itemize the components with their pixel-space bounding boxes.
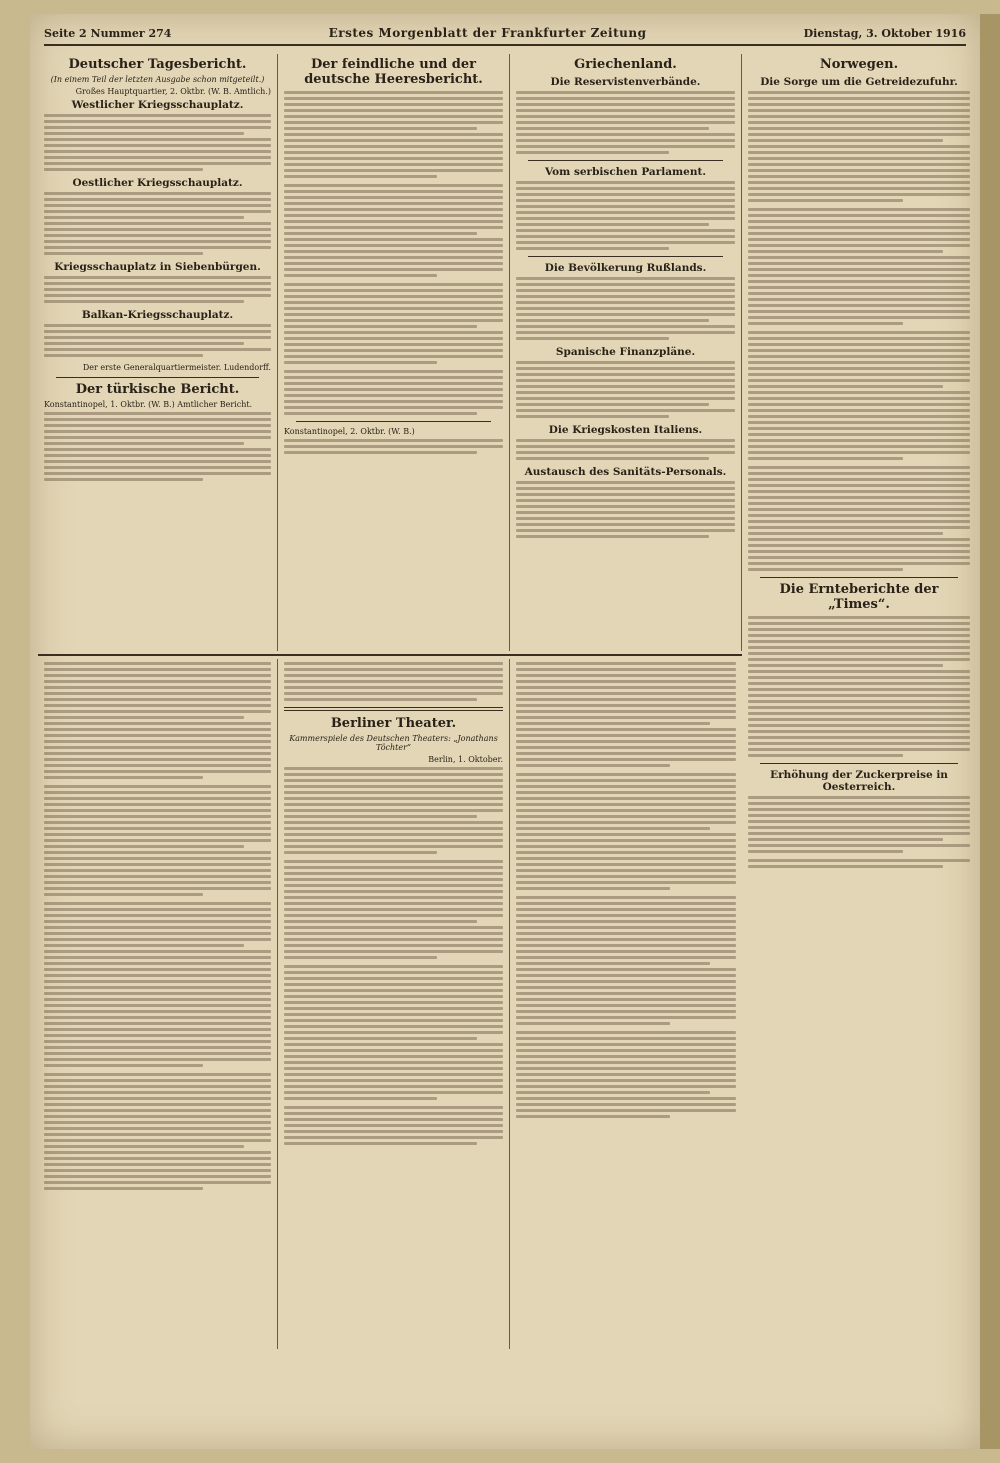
article-subtitle: Die Kriegskosten Italiens. bbox=[548, 423, 703, 436]
text-block bbox=[516, 896, 736, 1025]
article-title: Deutscher Tagesbericht. bbox=[68, 57, 247, 72]
paper-title: Erstes Morgenblatt der Frankfurter Zeitung bbox=[328, 26, 647, 40]
text-block bbox=[284, 860, 503, 959]
article-subtitle: Vom serbischen Parlament. bbox=[545, 165, 706, 178]
section-heading: Westlicher Kriegsschauplatz. bbox=[71, 98, 244, 111]
text-block bbox=[44, 412, 271, 481]
section-heading: Kriegsschauplatz in Siebenbürgen. bbox=[54, 260, 261, 273]
feuilleton-column-2 bbox=[278, 659, 510, 1349]
text-block bbox=[748, 859, 970, 868]
text-block bbox=[284, 662, 503, 701]
section-heading: Oestlicher Kriegsschauplatz. bbox=[72, 176, 243, 189]
dateline: Konstantinopel, 2. Oktbr. (W. B.) bbox=[284, 426, 415, 436]
feuilleton-column-1 bbox=[38, 659, 278, 1349]
article-title: Norwegen. bbox=[819, 57, 899, 72]
article-subtitle: Die Reservistenverbände. bbox=[550, 75, 701, 88]
feuilleton-column-3 bbox=[510, 659, 742, 1349]
feuilleton-subtitle: Kammerspiele des Deutschen Theaters: „Jonathans Töchter“ bbox=[289, 733, 498, 752]
text-block bbox=[748, 616, 970, 757]
article-subtitle: Die Bevölkerung Rußlands. bbox=[544, 261, 707, 274]
section-heading: Balkan-Kriegsschauplatz. bbox=[81, 308, 234, 321]
text-block bbox=[516, 481, 735, 538]
column-4 bbox=[742, 54, 976, 1389]
article-note: (In einem Teil der letzten Ausgabe schon mitgeteilt.) bbox=[50, 74, 265, 84]
text-block bbox=[284, 965, 503, 1100]
text-block bbox=[748, 208, 970, 325]
text-block bbox=[44, 114, 271, 171]
text-block bbox=[284, 370, 503, 415]
page-number: Seite 2 Nummer 274 bbox=[44, 26, 172, 40]
article-subtitle: Austausch des Sanitäts-Personals. bbox=[524, 465, 727, 478]
article-subtitle: Spanische Finanzpläne. bbox=[555, 345, 696, 358]
text-block bbox=[516, 662, 736, 767]
text-block bbox=[44, 276, 271, 303]
text-block bbox=[284, 184, 503, 277]
article-subtitle: Erhöhung der Zuckerpreise in Oesterreich. bbox=[770, 768, 948, 793]
text-block bbox=[44, 662, 271, 779]
dateline: Konstantinopel, 1. Oktbr. (W. B.) Amtlicher Bericht. bbox=[44, 399, 253, 409]
signoff: Der erste Generalquartiermeister. Ludendorff. bbox=[82, 362, 271, 372]
text-block bbox=[748, 796, 970, 853]
text-block bbox=[516, 439, 735, 460]
text-block bbox=[44, 785, 271, 896]
article-title: Der türkische Bericht. bbox=[75, 381, 240, 397]
column-2 bbox=[278, 54, 510, 651]
section-rule bbox=[38, 654, 742, 656]
text-block bbox=[516, 277, 735, 340]
text-block bbox=[44, 902, 271, 1067]
article-title: Der feindliche und der deutsche Heeresbericht. bbox=[304, 57, 483, 87]
text-block bbox=[516, 1031, 736, 1118]
text-block bbox=[516, 361, 735, 418]
dateline: Großes Hauptquartier, 2. Oktbr. (W. B. Amtlich.) bbox=[75, 86, 271, 96]
text-block bbox=[516, 181, 735, 250]
feuilleton-title: Berliner Theater. bbox=[330, 716, 457, 731]
issue-date: Dienstag, 3. Oktober 1916 bbox=[803, 26, 966, 40]
masthead bbox=[44, 22, 966, 46]
article-subtitle: Die Sorge um die Getreidezufuhr. bbox=[760, 75, 958, 88]
text-block bbox=[516, 773, 736, 890]
page-edge bbox=[980, 14, 1000, 1449]
newspaper-page bbox=[30, 14, 980, 1449]
text-block bbox=[44, 324, 271, 357]
text-block bbox=[284, 1106, 503, 1145]
article-title: Griechenland. bbox=[574, 57, 677, 72]
text-block bbox=[284, 767, 503, 854]
text-block bbox=[748, 466, 970, 571]
text-block bbox=[284, 91, 503, 178]
article-title: Die Ernteberichte der „Times“. bbox=[779, 581, 939, 612]
text-block bbox=[748, 331, 970, 460]
column-3 bbox=[510, 54, 742, 651]
text-block bbox=[516, 91, 735, 154]
dateline: Berlin, 1. Oktober. bbox=[428, 754, 503, 764]
column-1 bbox=[38, 54, 278, 651]
text-block bbox=[44, 192, 271, 255]
text-block bbox=[284, 439, 503, 454]
text-block bbox=[748, 91, 970, 202]
text-block bbox=[44, 1073, 271, 1190]
text-block bbox=[284, 283, 503, 364]
